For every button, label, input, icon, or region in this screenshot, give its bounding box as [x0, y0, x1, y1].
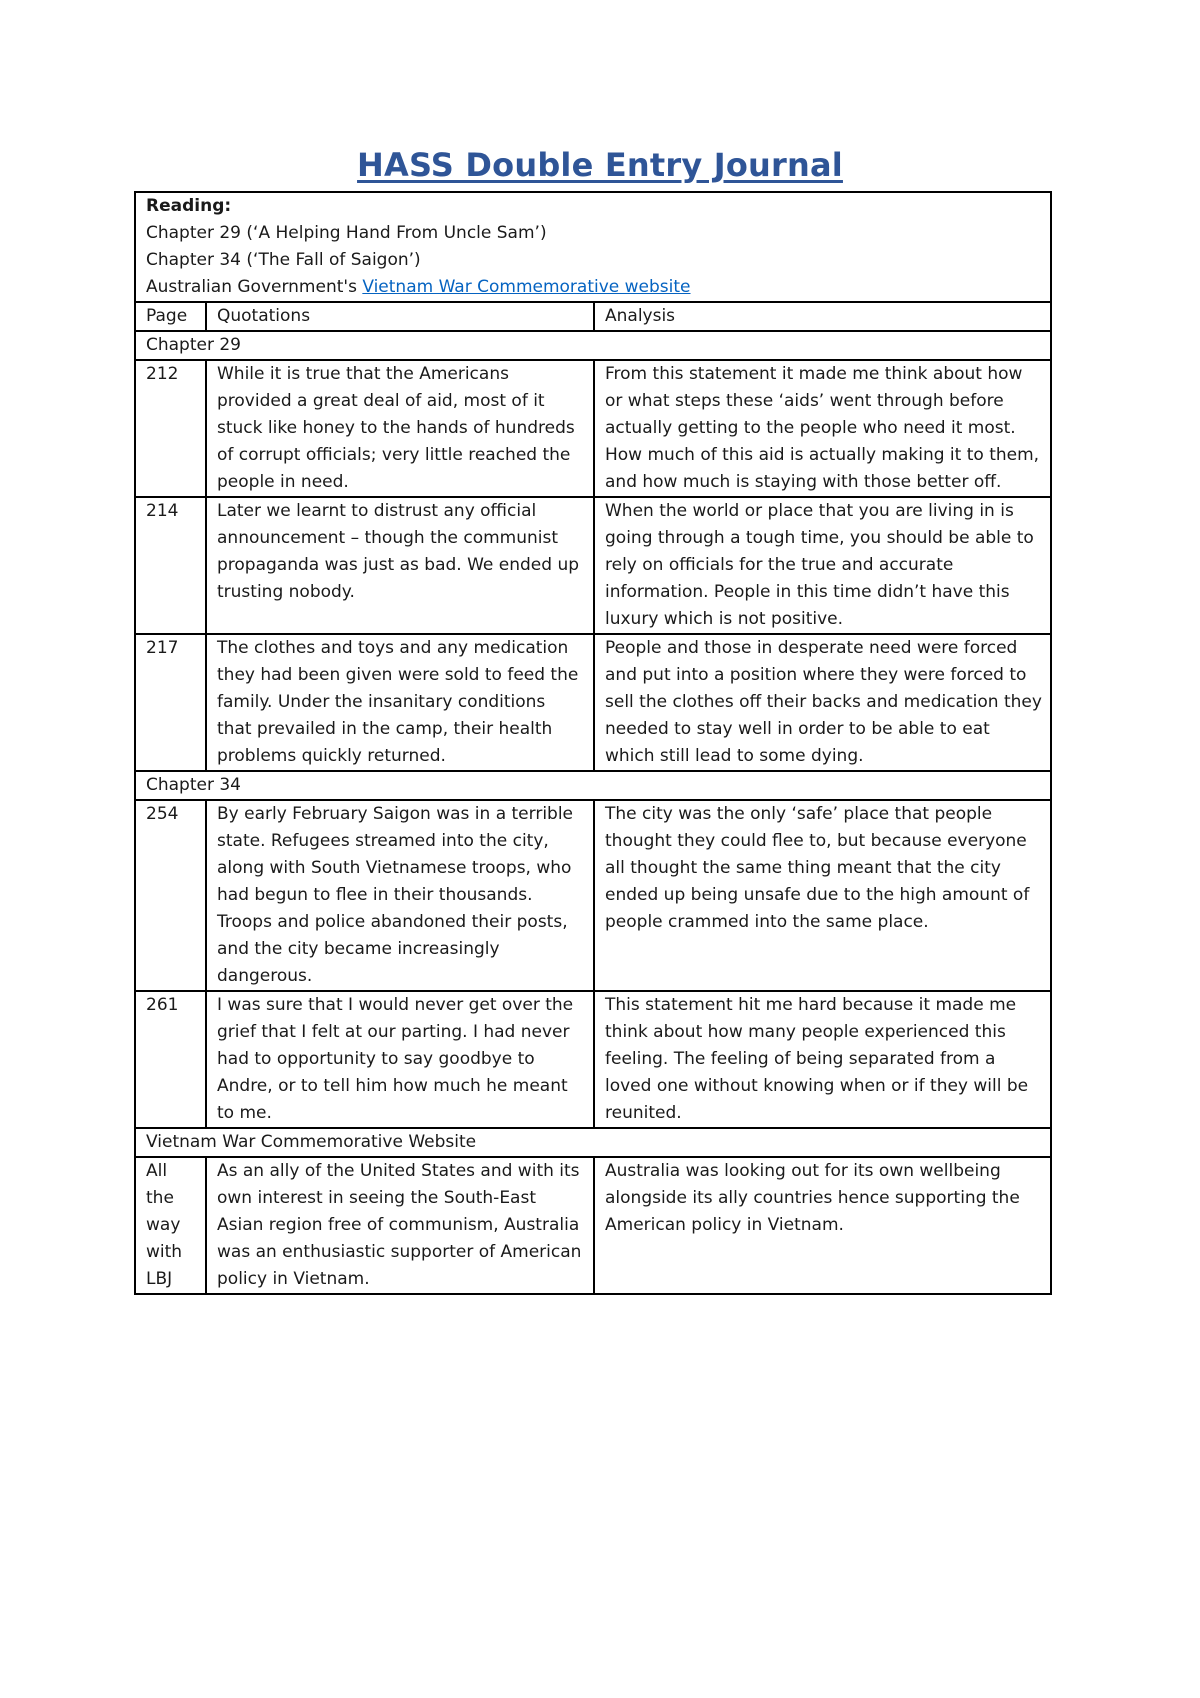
- analysis-text: The city was the only ‘safe’ place that people thought they could flee to, but because everyone all thought the same thing meant that the city ended up being unsafe due to the high amount of people crammed into the same place.: [594, 800, 1051, 991]
- section-row: [135, 771, 1051, 800]
- table-row: [135, 497, 1051, 634]
- table-row: [135, 360, 1051, 497]
- page-number: 214: [135, 497, 206, 634]
- header-analysis: Analysis: [594, 302, 1051, 331]
- table-row: [135, 991, 1051, 1128]
- header-page: Page: [135, 302, 206, 331]
- table-row: [135, 1157, 1051, 1294]
- section-title: Chapter 34: [135, 771, 1051, 800]
- section-title: Chapter 29: [135, 331, 1051, 360]
- section-row: [135, 1128, 1051, 1157]
- journal-table: [134, 191, 1052, 1295]
- header-row: [135, 302, 1051, 331]
- analysis-text: When the world or place that you are living in is going through a tough time, you should be able to rely on officials for the true and accurate information. People in this time didn’t have this luxury which is not positive.: [594, 497, 1051, 634]
- table-row: [135, 634, 1051, 771]
- reading-source: [146, 274, 1042, 301]
- table-row: [135, 800, 1051, 991]
- page-number: 261: [135, 991, 206, 1128]
- analysis-text: People and those in desperate need were forced and put into a position where they were forced to sell the clothes off their backs and medication they needed to stay well in order to be able to eat which still lead to some dying.: [594, 634, 1051, 771]
- header-quotations: Quotations: [206, 302, 594, 331]
- quotation-text: While it is true that the Americans provided a great deal of aid, most of it stuck like honey to the hands of hundreds of corrupt officials; very little reached the people in need.: [206, 360, 594, 497]
- reading-cell: [135, 192, 1051, 302]
- quotation-text: Later we learnt to distrust any official announcement – though the communist propaganda was just as bad. We ended up trusting nobody.: [206, 497, 594, 634]
- section-row: [135, 331, 1051, 360]
- quotation-text: As an ally of the United States and with its own interest in seeing the South-East Asian region free of communism, Australia was an enthusiastic supporter of American policy in Vietnam.: [206, 1157, 594, 1294]
- reading-source-prefix: Australian Government's: [146, 277, 363, 297]
- analysis-text: Australia was looking out for its own wellbeing alongside its ally countries hence supporting the American policy in Vietnam.: [594, 1157, 1051, 1294]
- page-number: 212: [135, 360, 206, 497]
- section-title: Vietnam War Commemorative Website: [135, 1128, 1051, 1157]
- quotation-text: The clothes and toys and any medication they had been given were sold to feed the family. Under the insanitary conditions that prevailed in the camp, their health problems quickly returned.: [206, 634, 594, 771]
- quotation-text: I was sure that I would never get over the grief that I felt at our parting. I had never had to opportunity to say goodbye to Andre, or to tell him how much he meant to me.: [206, 991, 594, 1128]
- page-number: 254: [135, 800, 206, 991]
- analysis-text: From this statement it made me think about how or what steps these ‘aids’ went through before actually getting to the people who need it most. How much of this aid is actually making it to them, and how much is staying with those better off.: [594, 360, 1051, 497]
- page-title: HASS Double Entry Journal: [357, 146, 843, 184]
- page-number: 217: [135, 634, 206, 771]
- reading-line: Chapter 29 (‘A Helping Hand From Uncle Sam’): [146, 223, 547, 243]
- website-link[interactable]: Vietnam War Commemorative website: [362, 277, 691, 297]
- quotation-text: By early February Saigon was in a terrible state. Refugees streamed into the city, along with South Vietnamese troops, who had begun to flee in their thousands. Troops and police abandoned their posts, and the city became increasingly dangerous.: [206, 800, 594, 991]
- reading-line: Chapter 34 (‘The Fall of Saigon’): [146, 250, 421, 270]
- analysis-text: This statement hit me hard because it made me think about how many people experienced this feeling. The feeling of being separated from a loved one without knowing when or if they will be reunited.: [594, 991, 1051, 1128]
- page-number: All the way with LBJ: [135, 1157, 206, 1294]
- reading-row: [135, 192, 1051, 302]
- reading-label: Reading:: [146, 196, 232, 216]
